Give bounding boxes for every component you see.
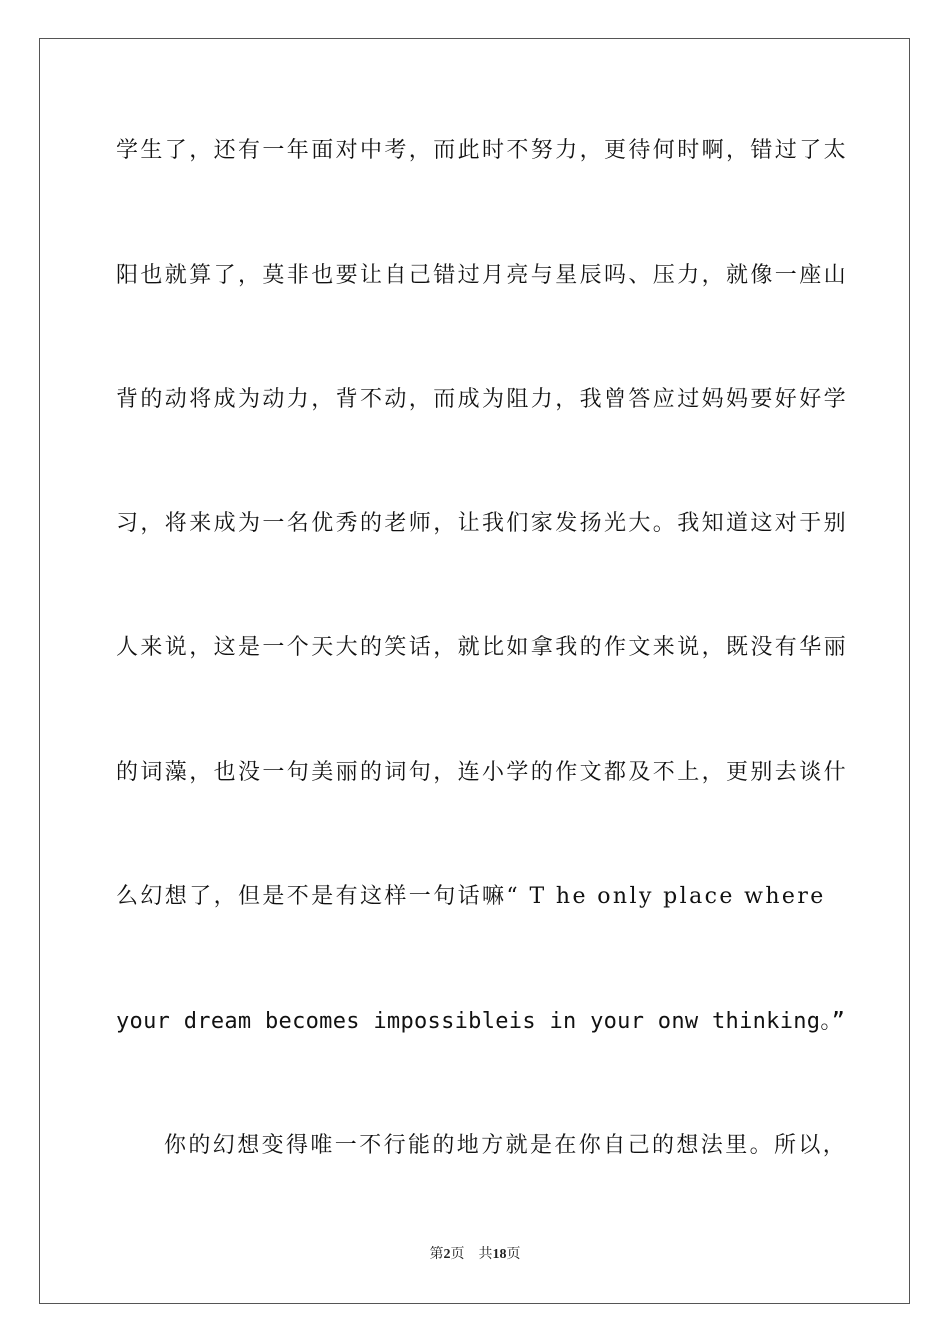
footer-page-suffix: 页: [450, 1247, 465, 1262]
body-line-6: 的词藻，也没一句美丽的词句，连小学的作文都及不上，更别去谈什: [116, 760, 849, 785]
body-line-7: 么幻想了，但是不是有这样一句话嘛“ T he only place where: [116, 884, 826, 909]
body-line-8: your dream becomes impossibleis in your onw thinking。”: [116, 1009, 846, 1034]
footer-page-total: 18: [492, 1247, 507, 1262]
body-line-2: 阳也就算了，莫非也要让自己错过月亮与星辰吗、压力，就像一座山: [116, 263, 849, 288]
body-line-3: 背的动将成为动力，背不动，而成为阻力，我曾答应过妈妈要好好学: [116, 387, 849, 412]
footer-total-suffix: 页: [506, 1247, 521, 1262]
footer-total-prefix: 共: [478, 1247, 493, 1262]
footer-page-prefix: 第: [429, 1247, 444, 1262]
body-line-5: 人来说，这是一个天大的笑话，就比如拿我的作文来说，既没有华丽: [116, 635, 849, 660]
page-border: [39, 38, 910, 1304]
body-line-9: 你的幻想变得唯一不行能的地方就是在你自己的想法里。所以，: [164, 1133, 848, 1158]
body-line-4: 习，将来成为一名优秀的老师，让我们家发扬光大。我知道这对于别: [116, 511, 849, 536]
footer-page-current: 2: [443, 1247, 451, 1262]
body-line-1: 学生了，还有一年面对中考，而此时不努力，更待何时啊，错过了太: [116, 138, 849, 163]
page-footer: [0, 1246, 950, 1264]
